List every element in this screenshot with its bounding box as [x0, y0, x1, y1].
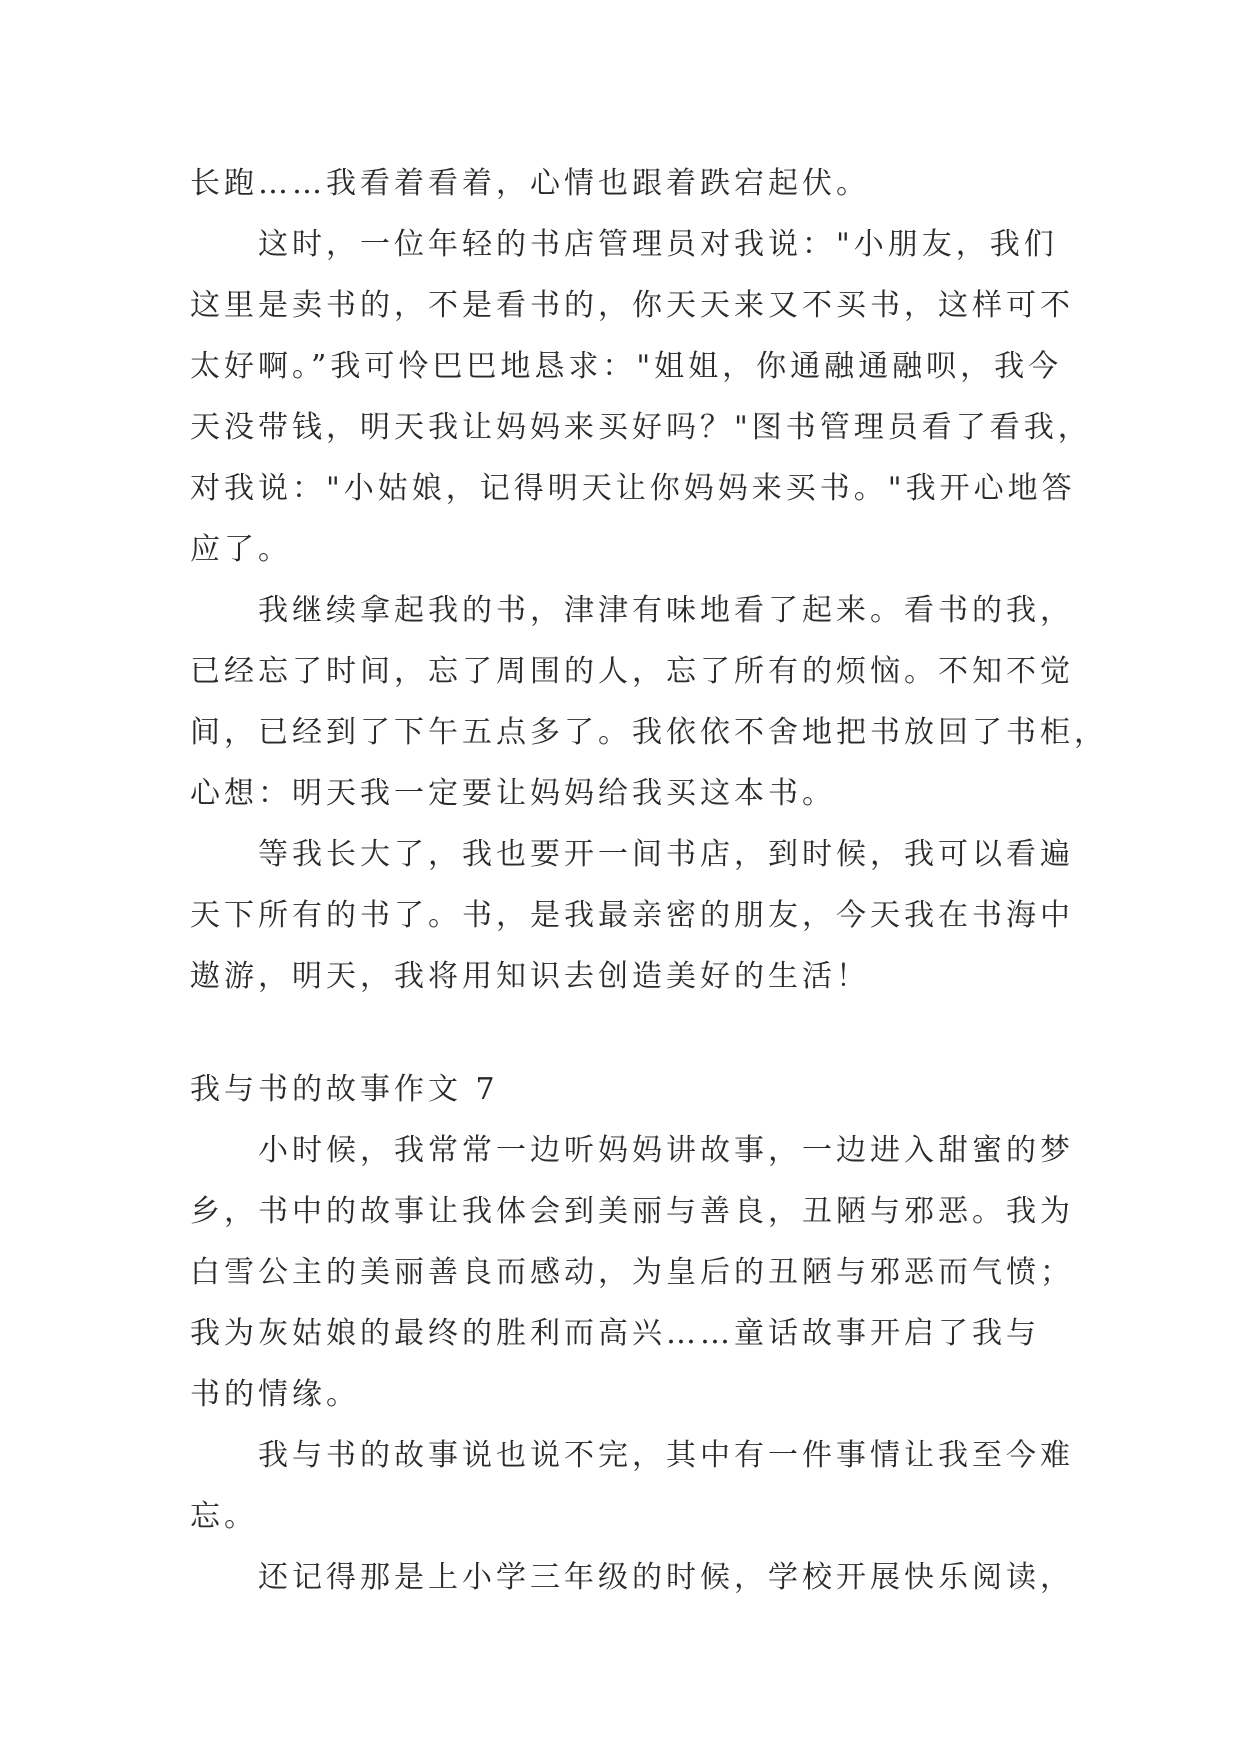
paragraph-start: 还记得那是上小学三年级的时候，学校开展快乐阅读， [258, 1560, 1074, 1595]
document-body [190, 153, 1108, 1608]
text-line: 乡，书中的故事让我体会到美丽与善良，丑陋与邪恶。我为 [190, 1194, 1074, 1229]
paragraph-start: 小时候，我常常一边听妈妈讲故事，一边进入甜蜜的梦 [258, 1133, 1074, 1168]
paragraph-start: 我继续拿起我的书，津津有味地看了起来。看书的我， [258, 593, 1074, 628]
text-line: 忘。 [190, 1499, 258, 1534]
section-title: 我与书的故事作文 7 [190, 1072, 499, 1107]
text-line: 长跑……我看着看着，心情也跟着跌宕起伏。 [190, 166, 870, 201]
section-gap [190, 1007, 1070, 1059]
text-line: 已经忘了时间，忘了周围的人，忘了所有的烦恼。不知不觉 [190, 654, 1074, 689]
text-line: 心想：明天我一定要让妈妈给我买这本书。 [190, 776, 836, 811]
text-line: 天没带钱，明天我让妈妈来买好吗？"图书管理员看了看我， [190, 410, 1092, 445]
text-line: 对我说："小姑娘，记得明天让你妈妈来买书。"我开心地答 [190, 471, 1076, 506]
text-line: 我为灰姑娘的最终的胜利而高兴……童话故事开启了我与 [190, 1316, 1040, 1351]
paragraph-start: 这时，一位年轻的书店管理员对我说："小朋友，我们 [258, 227, 1058, 262]
text-line: 间，已经到了下午五点多了。我依依不舍地把书放回了书柜， [190, 715, 1108, 750]
text-line: 这里是卖书的，不是看书的，你天天来又不买书，这样可不 [190, 288, 1074, 323]
text-line: 遨游，明天，我将用知识去创造美好的生活！ [190, 959, 870, 994]
text-line: 白雪公主的美丽善良而感动，为皇后的丑陋与邪恶而气愤； [190, 1255, 1074, 1290]
paragraph-start: 我与书的故事说也说不完，其中有一件事情让我至今难 [258, 1438, 1074, 1473]
paragraph-start: 等我长大了，我也要开一间书店，到时候，我可以看遍 [258, 837, 1074, 872]
text-line: 书的情缘。 [190, 1377, 360, 1412]
text-line: 应了。 [190, 532, 292, 567]
text-line: 天下所有的书了。书，是我最亲密的朋友，今天我在书海中 [190, 898, 1074, 933]
text-line: 太好啊。”我可怜巴巴地恳求："姐姐，你通融通融呗，我今 [190, 349, 1063, 384]
